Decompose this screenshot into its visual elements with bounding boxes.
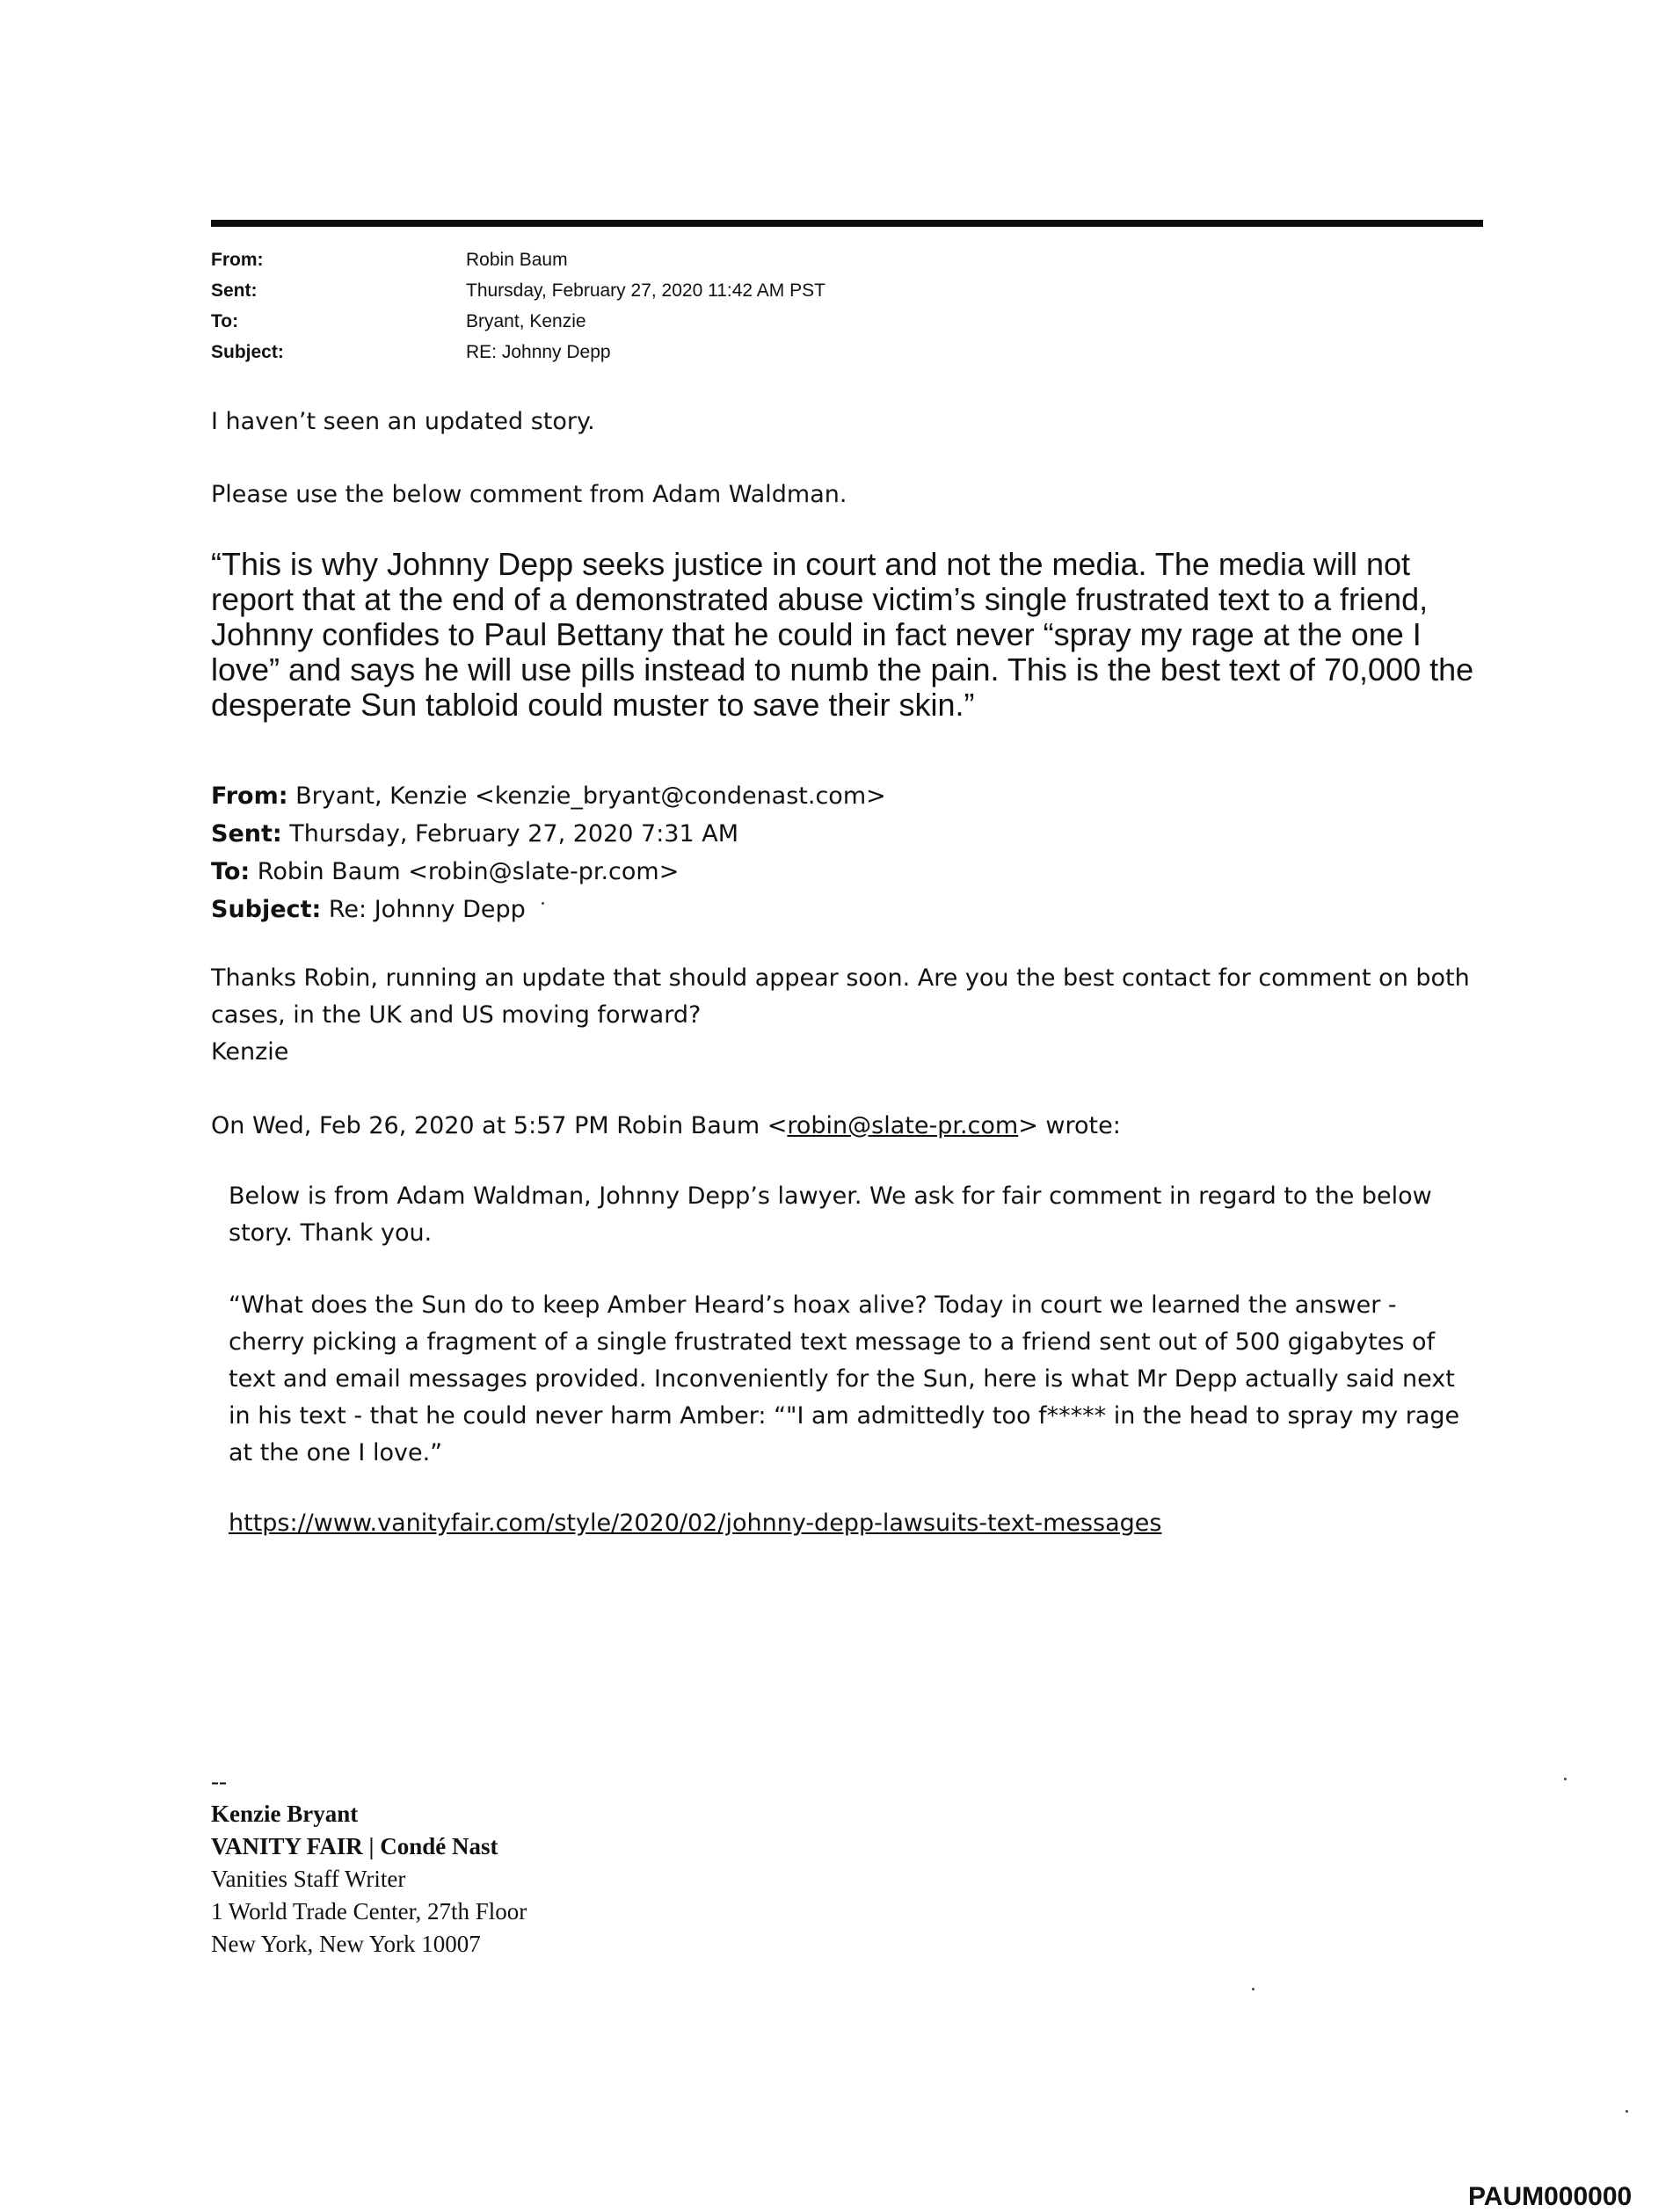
subject-label: Subject:: [211, 342, 284, 362]
sent-label: Sent:: [211, 280, 258, 301]
bates-number: PAUM000000: [1468, 2182, 1633, 2211]
sent-value: Thursday, February 27, 2020 11:42 AM PST: [466, 280, 825, 301]
header-subject-row: [211, 337, 825, 367]
scan-speck: [1252, 1988, 1255, 1990]
header-sent-row: [211, 275, 825, 306]
from-value: Robin Baum: [466, 250, 568, 270]
subject-value: RE: Johnny Depp: [466, 342, 611, 362]
fwd-sent-value: Thursday, February 27, 2020 7:31 AM: [289, 820, 739, 848]
forwarded-header: [211, 777, 886, 928]
quoted-intro-prefix: On Wed, Feb 26, 2020 at 5:57 PM Robin Baum <: [211, 1112, 788, 1139]
to-value: Bryant, Kenzie: [466, 311, 586, 331]
fwd-sent-row: [211, 815, 886, 853]
waldman-statement: “This is why Johnny Depp seeks justice in court and not the media. The media will not report that at the end of a demonstrated abuse victim’s single frustrated text to a friend, Johnny confides to Paul Bettany that he could in fact never “spray my rage at the one I love” and says he will use pills instead to numb the pain. This is the best text of 70,000 the desperate Sun tabloid could muster to save their skin.”: [211, 546, 1474, 723]
fwd-subject-value: Re: Johnny Depp: [328, 896, 526, 923]
signature-title: Vanities Staff Writer: [211, 1866, 406, 1892]
header-rule: [211, 220, 1483, 227]
fwd-from-value: Bryant, Kenzie <kenzie_bryant@condenast.com>: [295, 782, 886, 810]
scan-speck: [1564, 1778, 1567, 1780]
vanityfair-article-link[interactable]: https://www.vanityfair.com/style/2020/02/johnny-depp-lawsuits-text-messages: [229, 1510, 1162, 1537]
from-label: From:: [211, 250, 264, 270]
fwd-sent-label: Sent:: [211, 820, 282, 848]
body-line-2: Please use the below comment from Adam Waldman.: [211, 481, 847, 508]
signature-dashes: --: [211, 1768, 227, 1794]
reply-paragraph: Thanks Robin, running an update that should appear soon. Are you the best contact for comment on both cases, in the UK and US moving forward?: [211, 964, 1470, 1029]
reply-signoff: Kenzie: [211, 1038, 289, 1066]
scan-speck: [1625, 2110, 1628, 2113]
signature-publication: VANITY FAIR | Condé Nast: [211, 1833, 498, 1859]
fwd-subject-label: Subject:: [211, 896, 322, 923]
quoted-link-row: [229, 1505, 1477, 1542]
fwd-from-row: [211, 777, 886, 815]
quoted-intro-email-link[interactable]: robin@slate-pr.com: [787, 1112, 1019, 1139]
signature-address-1: 1 World Trade Center, 27th Floor: [211, 1898, 527, 1925]
header-from-row: [211, 244, 825, 275]
body-line-1: I haven’t seen an updated story.: [211, 408, 595, 435]
quoted-paragraph-2: “What does the Sun do to keep Amber Heard’s hoax alive? Today in court we learned the answer - cherry picking a fragment of a single frustrated text message to a friend sent out of 500 gigabytes of text and email messages provided. Inconveniently for the Sun, here is what Mr Depp actually said next in his text - that he could never harm Amber: “"I am admittedly too f***** in the head to spray my rage at the one I love.”: [229, 1292, 1460, 1466]
fwd-to-row: [211, 853, 886, 891]
fwd-subject-row: [211, 891, 886, 928]
fwd-to-label: To:: [211, 858, 251, 885]
scan-speck: [542, 902, 544, 905]
fwd-to-value: Robin Baum <robin@slate-pr.com>: [257, 858, 680, 885]
quoted-intro-suffix: > wrote:: [1018, 1112, 1121, 1139]
fwd-from-label: From:: [211, 782, 288, 810]
signature-name: Kenzie Bryant: [211, 1801, 359, 1827]
email-signature: [211, 1765, 527, 1961]
header-to-row: [211, 306, 825, 337]
email-header: [211, 244, 825, 367]
to-label: To:: [211, 311, 239, 331]
signature-address-2: New York, New York 10007: [211, 1931, 481, 1957]
quoted-intro: [211, 1108, 1486, 1145]
quoted-paragraph-1: Below is from Adam Waldman, Johnny Depp’s lawyer. We ask for fair comment in regard to the below story. Thank you.: [229, 1182, 1432, 1247]
